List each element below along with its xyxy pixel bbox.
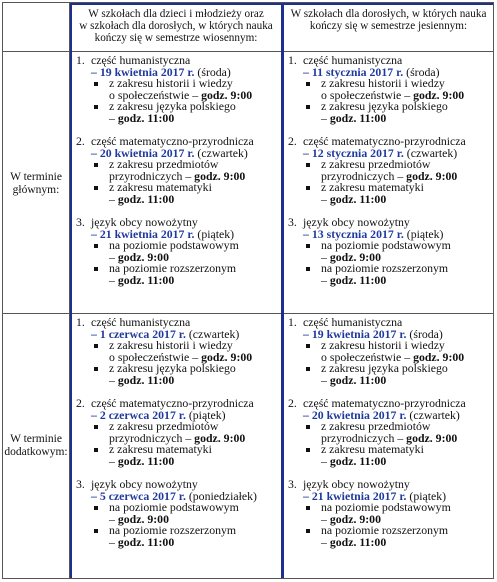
exam-entry (73, 479, 281, 548)
exam-time: godz. 9:00 (194, 168, 246, 183)
exam-time: godz. 11:00 (117, 272, 175, 287)
exam-time: godz. 9:00 (413, 349, 465, 364)
exam-date-dash: – (303, 407, 312, 422)
exam-item-science (285, 421, 493, 433)
exam-date-dash: – (91, 145, 100, 160)
exam-item-label: z zakresu przedmiotów (321, 157, 431, 171)
exam-item-label: z zakresu matematyki (321, 442, 424, 456)
exam-time: godz. 11:00 (117, 534, 175, 549)
exam-weekday: (środa) (197, 64, 231, 79)
exam-number: 1. (76, 315, 85, 329)
exam-item-label: na poziomie podstawowym (321, 238, 451, 252)
exam-number: 3. (76, 215, 85, 229)
exam-item-history (73, 340, 281, 352)
exam-date: 12 stycznia 2017 r. (311, 145, 404, 160)
exam-item-time-line (285, 110, 493, 125)
exam-item-time-line (285, 534, 493, 549)
exam-item-connector: o społeczeństwie – (321, 349, 411, 364)
exam-item-basic (73, 502, 281, 514)
exam-item-label: z zakresu języka polskiego (321, 99, 448, 113)
exam-entry (285, 398, 493, 467)
exam-item-basic (73, 240, 281, 252)
exam-date-dash: – (91, 226, 100, 241)
header-spring-semester (71, 8, 281, 44)
exam-entry (73, 217, 281, 286)
exam-item-time-line (73, 272, 281, 287)
column-divider (282, 3, 283, 578)
exam-item-science (285, 159, 493, 171)
exam-date-dash: – (303, 326, 312, 341)
exam-item-connector: przyrodniczych – (109, 430, 192, 445)
exam-item-time-line (73, 191, 281, 206)
exam-item-label: na poziomie rozszerzonym (109, 523, 237, 537)
exam-weekday: (poniedziałek) (188, 488, 257, 503)
exam-date: 20 kwietnia 2017 r. (311, 407, 407, 422)
row-label-line: głównym: (12, 184, 60, 196)
exam-item-math (285, 182, 493, 194)
exam-date: 21 kwietnia 2017 r. (99, 226, 195, 241)
exam-item-science (73, 421, 281, 433)
exam-item-connector: o społeczeństwie – (321, 87, 411, 102)
exam-item-label: z zakresu języka polskiego (109, 99, 236, 113)
exam-item-connector: – (109, 249, 115, 264)
exam-part-name: język obcy nowożytny (303, 215, 410, 229)
exam-part-name: część matematyczno-przyrodnicza (303, 134, 466, 148)
exam-weekday: (piątek) (406, 226, 444, 241)
exam-part-name: część humanistyczna (91, 315, 191, 329)
exam-item-time-line (73, 534, 281, 549)
cell-main-term-spring (73, 55, 281, 286)
exam-date: 5 czerwca 2017 r. (99, 488, 186, 503)
exam-date: 13 stycznia 2017 r. (311, 226, 404, 241)
exam-weekday: (piątek) (197, 226, 235, 241)
exam-part-name: część humanistyczna (303, 53, 403, 67)
row-label-line: dodatkowym: (4, 446, 68, 458)
header-line: w szkołach dla dorosłych, w których nauka (79, 20, 273, 32)
exam-weekday: (środa) (409, 326, 443, 341)
exam-item-connector: – (321, 511, 327, 526)
exam-weekday: (czwartek) (188, 326, 240, 341)
exam-item-label: na poziomie rozszerzonym (321, 523, 449, 537)
exam-date-dash: – (91, 326, 100, 341)
exam-item-polish (73, 363, 281, 375)
exam-item-label: na poziomie rozszerzonym (321, 261, 449, 275)
exam-item-connector: – (109, 272, 115, 287)
exam-item-time-line (285, 272, 493, 287)
exam-item-label: z zakresu historii i wiedzy (109, 76, 233, 90)
exam-item-label: z zakresu matematyki (109, 180, 212, 194)
exam-date: 1 czerwca 2017 r. (99, 326, 186, 341)
exam-item-connector: – (321, 191, 327, 206)
exam-item-label: z zakresu historii i wiedzy (321, 338, 445, 352)
exam-time: godz. 9:00 (406, 430, 458, 445)
exam-date: 11 stycznia 2017 r. (311, 64, 404, 79)
exam-item-polish (285, 101, 493, 113)
exam-item-label: z zakresu przedmiotów (321, 419, 431, 433)
row-label-line: W terminie (10, 433, 62, 445)
exam-item-time-line (73, 372, 281, 387)
exam-item-label: z zakresu języka polskiego (109, 361, 236, 375)
exam-part-name: język obcy nowożytny (91, 477, 198, 491)
exam-entry (285, 217, 493, 286)
exam-number: 2. (288, 134, 297, 148)
row-label-line: W terminie (10, 171, 62, 183)
exam-item-label: z zakresu przedmiotów (109, 419, 219, 433)
exam-item-connector: – (321, 534, 327, 549)
exam-item-connector: o społeczeństwie – (109, 349, 199, 364)
exam-time: godz. 11:00 (117, 110, 175, 125)
exam-part-name: część humanistyczna (303, 315, 403, 329)
exam-time: godz. 9:00 (201, 87, 253, 102)
exam-time: godz. 11:00 (117, 453, 175, 468)
exam-time: godz. 9:00 (117, 511, 169, 526)
exam-part-name: część matematyczno-przyrodnicza (303, 396, 466, 410)
exam-date-dash: – (91, 407, 100, 422)
exam-item-connector: – (109, 191, 115, 206)
exam-weekday: (piątek) (188, 407, 226, 422)
exam-time: godz. 11:00 (329, 453, 387, 468)
exam-number: 1. (288, 315, 297, 329)
exam-date-dash: – (303, 488, 312, 503)
exam-weekday: (czwartek) (406, 145, 458, 160)
exam-time: godz. 11:00 (329, 272, 387, 287)
exam-entry (285, 55, 493, 124)
exam-date: 21 kwietnia 2017 r. (311, 488, 407, 503)
exam-item-time-line (285, 372, 493, 387)
exam-part-name: część matematyczno-przyrodnicza (91, 396, 254, 410)
exam-item-time-line (73, 110, 281, 125)
exam-number: 1. (288, 53, 297, 67)
exam-time: godz. 9:00 (329, 511, 381, 526)
exam-item-math (285, 444, 493, 456)
exam-item-connector: – (321, 453, 327, 468)
exam-item-history (73, 78, 281, 90)
exam-item-connector: przyrodniczych – (321, 168, 404, 183)
exam-part-name: język obcy nowożytny (303, 477, 410, 491)
exam-item-time-line (285, 191, 493, 206)
exam-entry (285, 136, 493, 205)
exam-entry (73, 55, 281, 124)
exam-item-polish (73, 101, 281, 113)
header-line: W szkołach dla dzieci i młodzieży oraz (88, 8, 264, 20)
exam-item-connector: – (109, 453, 115, 468)
exam-entry (285, 317, 493, 386)
exam-item-connector: przyrodniczych – (321, 430, 404, 445)
exam-item-connector: – (109, 534, 115, 549)
exam-number: 2. (76, 396, 85, 410)
exam-item-label: na poziomie rozszerzonym (109, 261, 237, 275)
exam-item-math (73, 444, 281, 456)
exam-time: godz. 9:00 (413, 87, 465, 102)
exam-item-science (73, 159, 281, 171)
exam-number: 3. (288, 477, 297, 491)
exam-time: godz. 9:00 (406, 168, 458, 183)
exam-time: godz. 11:00 (329, 110, 387, 125)
exam-date: 20 kwietnia 2017 r. (99, 145, 195, 160)
exam-item-connector: – (109, 372, 115, 387)
cell-main-term-autumn (285, 55, 493, 286)
exam-item-time-line (73, 453, 281, 468)
exam-date-dash: – (91, 64, 100, 79)
row-label-additional-term (3, 433, 69, 459)
exam-item-connector: – (109, 110, 115, 125)
exam-time: godz. 11:00 (117, 372, 175, 387)
exam-time: godz. 9:00 (117, 249, 169, 264)
exam-item-label: z zakresu języka polskiego (321, 361, 448, 375)
exam-item-history (285, 78, 493, 90)
exam-item-label: na poziomie podstawowym (321, 500, 451, 514)
exam-date-dash: – (303, 145, 312, 160)
exam-weekday: (środa) (406, 64, 440, 79)
exam-entry (73, 398, 281, 467)
cell-additional-term-autumn (285, 317, 493, 548)
header-line: kończy się w semestrze wiosennym: (94, 32, 258, 44)
exam-item-label: z zakresu historii i wiedzy (109, 338, 233, 352)
exam-part-name: język obcy nowożytny (91, 215, 198, 229)
exam-number: 3. (76, 477, 85, 491)
exam-item-time-line (285, 453, 493, 468)
exam-date-dash: – (303, 226, 312, 241)
header-line: kończy się w semestrze jesiennym: (309, 20, 468, 32)
column-divider (69, 3, 70, 578)
exam-time: godz. 11:00 (329, 372, 387, 387)
exam-number: 1. (76, 53, 85, 67)
exam-weekday: (piątek) (409, 488, 447, 503)
header-autumn-semester (284, 8, 493, 32)
exam-item-basic (285, 240, 493, 252)
exam-item-connector: – (321, 110, 327, 125)
cell-additional-term-spring (73, 317, 281, 548)
header-line: W szkołach dla dorosłych, w których nauka (290, 8, 487, 20)
exam-item-connector: – (321, 249, 327, 264)
exam-number: 2. (288, 396, 297, 410)
exam-item-connector: – (321, 372, 327, 387)
exam-date-dash: – (91, 488, 100, 503)
exam-item-polish (285, 363, 493, 375)
exam-part-name: część matematyczno-przyrodnicza (91, 134, 254, 148)
exam-item-label: na poziomie podstawowym (109, 500, 239, 514)
exam-item-extended (73, 263, 281, 275)
exam-number: 3. (288, 215, 297, 229)
exam-time: godz. 9:00 (201, 349, 253, 364)
exam-item-label: z zakresu matematyki (321, 180, 424, 194)
exam-item-extended (285, 263, 493, 275)
exam-schedule-table (2, 2, 494, 579)
exam-time: godz. 11:00 (329, 534, 387, 549)
exam-date: 2 czerwca 2017 r. (99, 407, 186, 422)
exam-entry (73, 136, 281, 205)
exam-item-extended (285, 525, 493, 537)
exam-entry (285, 479, 493, 548)
exam-weekday: (czwartek) (197, 145, 248, 160)
exam-weekday: (czwartek) (409, 407, 460, 422)
row-divider (3, 313, 493, 314)
exam-time: godz. 9:00 (329, 249, 381, 264)
exam-item-extended (73, 525, 281, 537)
exam-item-connector: przyrodniczych – (109, 168, 192, 183)
exam-item-history (285, 340, 493, 352)
exam-item-connector: o społeczeństwie – (109, 87, 199, 102)
exam-item-label: na poziomie podstawowym (109, 238, 239, 252)
exam-item-label: z zakresu przedmiotów (109, 157, 219, 171)
row-divider (3, 51, 493, 52)
exam-item-connector: – (109, 511, 115, 526)
exam-item-label: z zakresu matematyki (109, 442, 212, 456)
exam-item-basic (285, 502, 493, 514)
exam-item-label: z zakresu historii i wiedzy (321, 76, 445, 90)
exam-number: 2. (76, 134, 85, 148)
row-label-main-term (3, 171, 69, 197)
exam-date-dash: – (303, 64, 312, 79)
exam-date: 19 kwietnia 2017 r. (311, 326, 407, 341)
exam-time: godz. 9:00 (194, 430, 246, 445)
exam-item-math (73, 182, 281, 194)
exam-item-connector: – (321, 272, 327, 287)
exam-time: godz. 11:00 (329, 191, 387, 206)
exam-time: godz. 11:00 (117, 191, 175, 206)
exam-part-name: część humanistyczna (91, 53, 191, 67)
exam-entry (73, 317, 281, 386)
exam-date: 19 kwietnia 2017 r. (99, 64, 195, 79)
